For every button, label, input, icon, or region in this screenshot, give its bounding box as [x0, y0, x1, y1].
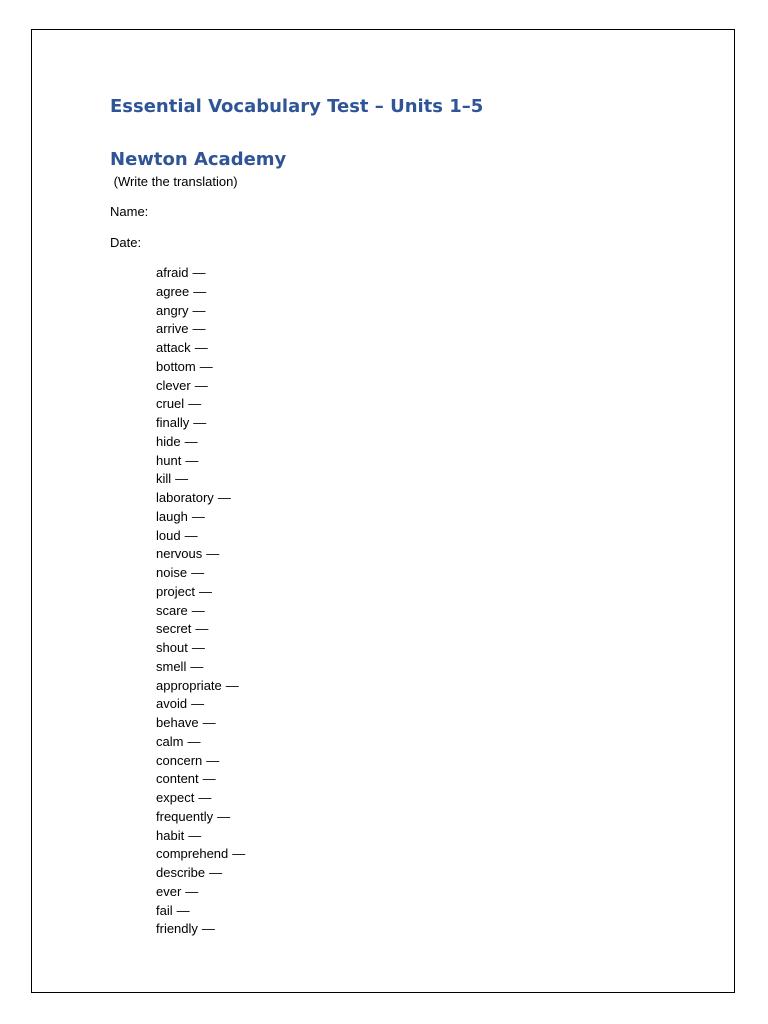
vocabulary-item [156, 883, 245, 902]
vocabulary-word: calm [156, 733, 184, 749]
vocabulary-word: nervous [156, 546, 203, 562]
dash-separator: — [191, 640, 205, 655]
dash-separator: — [198, 790, 212, 805]
vocabulary-word: secret [156, 621, 192, 637]
vocabulary-item [156, 508, 245, 527]
vocabulary-word: fail [156, 902, 173, 918]
vocabulary-item [156, 339, 245, 358]
vocabulary-item [156, 620, 245, 639]
vocabulary-item [156, 470, 245, 489]
dash-separator: — [175, 471, 189, 487]
document-title: Essential Vocabulary Test – Units 1–5 [110, 96, 484, 117]
vocabulary-list [156, 264, 245, 939]
dash-separator: — [188, 827, 202, 843]
vocabulary-item [156, 695, 245, 714]
vocabulary-item [156, 489, 245, 508]
dash-separator: — [195, 621, 209, 637]
vocabulary-item [156, 752, 245, 771]
vocabulary-item [156, 602, 245, 621]
vocabulary-word: laboratory [156, 490, 214, 505]
dash-separator: — [225, 677, 239, 693]
vocabulary-item [156, 714, 245, 733]
dash-separator: — [191, 602, 205, 618]
vocabulary-word: clever [156, 377, 191, 393]
dash-separator: — [190, 658, 204, 674]
vocabulary-word: attack [156, 340, 191, 355]
dash-separator: — [191, 565, 205, 580]
dash-separator: — [176, 902, 190, 918]
vocabulary-word: cruel [156, 396, 185, 412]
dash-separator: — [202, 715, 216, 730]
vocabulary-word: appropriate [156, 677, 222, 693]
dash-separator: — [188, 396, 202, 412]
vocabulary-word: arrive [156, 321, 189, 337]
vocabulary-item [156, 639, 245, 658]
vocabulary-item [156, 320, 245, 339]
school-name: Newton Academy [110, 149, 287, 170]
vocabulary-word: concern [156, 752, 203, 768]
vocabulary-word: hunt [156, 452, 182, 468]
dash-separator: — [193, 283, 207, 299]
vocabulary-word: smell [156, 658, 187, 674]
vocabulary-item [156, 827, 245, 846]
vocabulary-word: describe [156, 865, 206, 880]
dash-separator: — [192, 321, 206, 337]
vocabulary-word: content [156, 771, 199, 787]
dash-separator: — [187, 733, 201, 749]
dash-separator: — [209, 865, 223, 880]
vocabulary-item [156, 770, 245, 789]
vocabulary-word: bottom [156, 358, 196, 374]
vocabulary-item [156, 902, 245, 921]
vocabulary-item [156, 564, 245, 583]
vocabulary-word: agree [156, 283, 190, 299]
vocabulary-word: frequently [156, 808, 214, 824]
vocabulary-item [156, 283, 245, 302]
dash-separator: — [192, 302, 206, 318]
vocabulary-item [156, 658, 245, 677]
vocabulary-word: loud [156, 527, 181, 543]
dash-separator: — [185, 883, 199, 899]
vocabulary-item [156, 452, 245, 471]
vocabulary-word: afraid [156, 265, 189, 280]
vocabulary-word: comprehend [156, 846, 229, 862]
document-page [31, 29, 735, 993]
dash-separator: — [184, 527, 198, 543]
dash-separator: — [184, 433, 198, 449]
vocabulary-word: kill [156, 471, 172, 487]
vocabulary-item [156, 545, 245, 564]
dash-separator: — [191, 696, 205, 712]
dash-separator: — [199, 358, 213, 374]
dash-separator: — [232, 846, 246, 862]
vocabulary-word: noise [156, 565, 188, 580]
vocabulary-item [156, 864, 245, 883]
vocabulary-word: expect [156, 790, 195, 805]
vocabulary-word: project [156, 583, 196, 599]
vocabulary-item [156, 527, 245, 546]
vocabulary-item [156, 358, 245, 377]
dash-separator: — [206, 752, 220, 768]
vocabulary-word: behave [156, 715, 199, 730]
vocabulary-word: scare [156, 602, 188, 618]
date-label: Date: [110, 235, 142, 250]
dash-separator: — [201, 921, 215, 937]
vocabulary-word: ever [156, 883, 182, 899]
vocabulary-word: finally [156, 415, 190, 430]
dash-separator: — [194, 340, 208, 355]
dash-separator: — [185, 452, 199, 468]
vocabulary-item [156, 377, 245, 396]
vocabulary-item [156, 264, 245, 283]
vocabulary-item [156, 677, 245, 696]
vocabulary-word: laugh [156, 508, 188, 524]
dash-separator: — [217, 808, 231, 824]
vocabulary-item [156, 845, 245, 864]
vocabulary-item [156, 789, 245, 808]
vocabulary-word: avoid [156, 696, 188, 712]
name-label: Name: [110, 204, 149, 219]
vocabulary-item [156, 583, 245, 602]
vocabulary-item [156, 920, 245, 939]
vocabulary-item [156, 433, 245, 452]
vocabulary-item [156, 808, 245, 827]
vocabulary-word: angry [156, 302, 189, 318]
dash-separator: — [202, 771, 216, 787]
dash-separator: — [199, 583, 213, 599]
vocabulary-item [156, 395, 245, 414]
dash-separator: — [217, 490, 231, 505]
vocabulary-word: shout [156, 640, 188, 655]
vocabulary-item [156, 733, 245, 752]
instruction-text: (Write the translation) [110, 174, 238, 189]
vocabulary-item [156, 414, 245, 433]
vocabulary-word: friendly [156, 921, 198, 937]
vocabulary-word: hide [156, 433, 181, 449]
dash-separator: — [191, 508, 205, 524]
dash-separator: — [206, 546, 220, 562]
dash-separator: — [192, 265, 206, 280]
dash-separator: — [193, 415, 207, 430]
vocabulary-item [156, 302, 245, 321]
dash-separator: — [194, 377, 208, 393]
vocabulary-word: habit [156, 827, 185, 843]
